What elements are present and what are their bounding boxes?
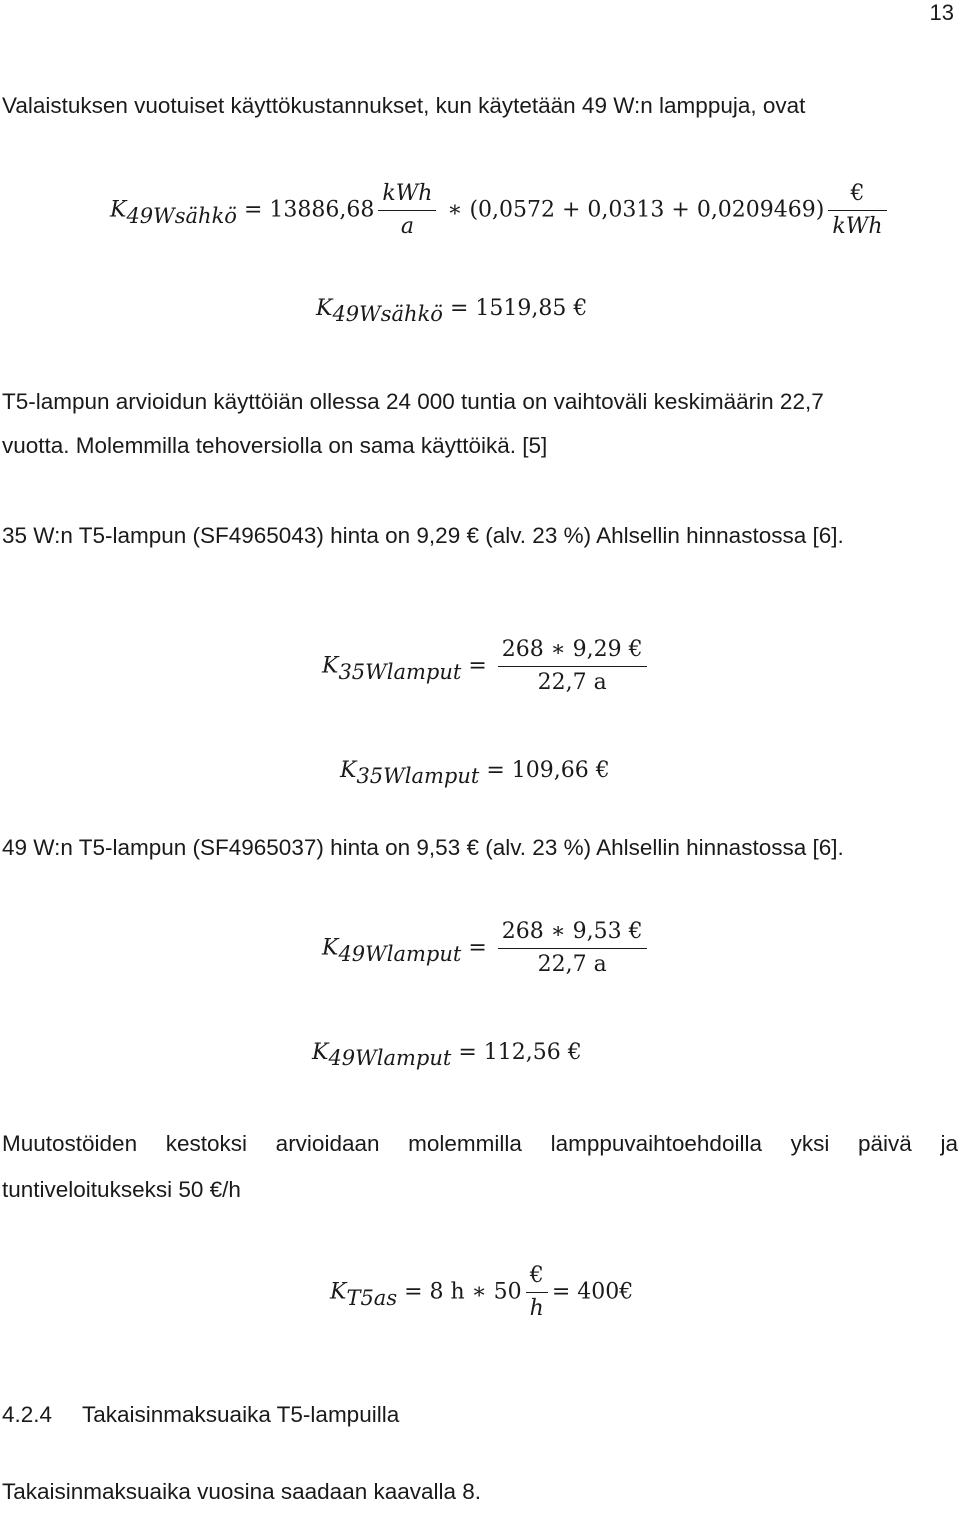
eq-symbol: K xyxy=(110,197,127,223)
equation-electricity-cost: K49Wsähkö = 13886,68 $\frac{\text{kWh}}{a}$ ∗ (0,0572 + 0,0313 + 0,0209469) $\frac{€}{\text{kWh}}$ xyxy=(110,180,891,241)
equation-lamps-49w: K49Wlamput = $\frac{268 ∗ 9,53 €}{22,7 a}$ xyxy=(322,918,651,979)
equation-lamps-35w: K35Wlamput = $\frac{268 ∗ 9,29 €}{22,7 a}$ xyxy=(322,636,651,697)
intro-paragraph: Valaistuksen vuotuiset käyttökustannukset, kun käytetään 49 W:n lamppuja, ovat xyxy=(2,93,806,118)
equation-lamps-35w-result: K35Wlamput = 109,66 € xyxy=(340,758,610,788)
page-number: 13 xyxy=(929,0,954,25)
paragraph-payback: Takaisinmaksuaika vuosina saadaan kaavalla 8. xyxy=(2,1479,482,1504)
paragraph-price-49w: 49 W:n T5-lampun (SF4965037) hinta on 9,53 € (alv. 23 %) Ahlsellin hinnastossa [6]. xyxy=(2,835,844,860)
fraction: $\frac{\text{kWh}}{a}$ xyxy=(378,180,436,241)
section-number: 4.2.4 xyxy=(2,1402,53,1427)
equation-electricity-result: K49Wsähkö = 1519,85 € xyxy=(316,296,588,326)
fraction-unit: $\frac{€}{\text{kWh}}$ xyxy=(828,180,886,241)
section-heading xyxy=(2,1402,399,1428)
eq-subscript: 49Wsähkö xyxy=(126,203,237,228)
paragraph-labor: Muutostöiden kestoksi arvioidaan molemmilla lamppuvaihtoehdoilla yksi päivä ja xyxy=(2,1131,958,1156)
fraction: $\frac{€}{h}$ xyxy=(526,1262,548,1323)
equation-labor-cost: KT5as = 8 h ∗ 50 $\frac{€}{h}$ = 400€ xyxy=(330,1263,634,1321)
paragraph-labor-line2: tuntiveloitukseksi 50 €/h xyxy=(2,1177,241,1202)
fraction: $\frac{268 ∗ 9,29 €}{22,7 a}$ xyxy=(498,636,647,697)
fraction: $\frac{268 ∗ 9,53 €}{22,7 a}$ xyxy=(498,918,647,979)
equation-lamps-49w-result: K49Wlamput = 112,56 € xyxy=(312,1040,582,1070)
paragraph-lifetime: T5-lampun arvioidun käyttöiän ollessa 24 000 tuntia on vaihtoväli keskimäärin 22,7 vuotta. Molemmilla tehoversiolla on sama käyttöikä. [5] xyxy=(2,389,824,458)
paragraph-price-35w: 35 W:n T5-lampun (SF4965043) hinta on 9,29 € (alv. 23 %) Ahlsellin hinnastossa [6]. xyxy=(2,523,844,548)
section-title: Takaisinmaksuaika T5-lampuilla xyxy=(82,1402,400,1427)
